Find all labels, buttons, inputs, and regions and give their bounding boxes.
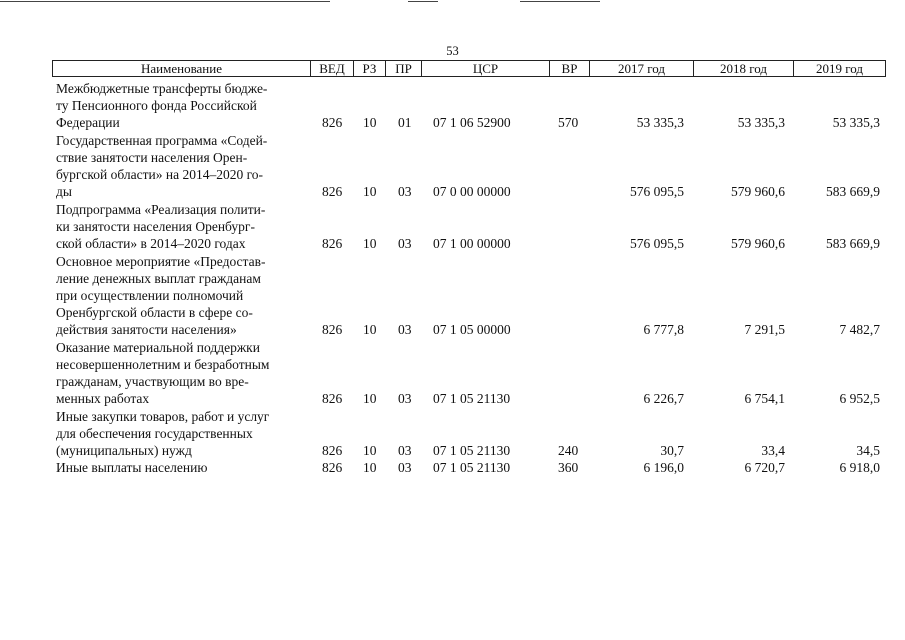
row-name: Иные выплаты населению xyxy=(56,460,208,475)
row-2017: 6 777,8 xyxy=(643,322,684,337)
row-csr: 07 1 00 00000 xyxy=(433,236,511,251)
row-2017: 30,7 xyxy=(660,443,684,458)
row-2018: 6 754,1 xyxy=(744,391,785,406)
row-pr: 03 xyxy=(398,443,412,458)
row-2017: 6 196,0 xyxy=(643,460,684,475)
row-ved: 826 xyxy=(322,184,343,199)
row-2017: 53 335,3 xyxy=(636,115,684,130)
row-ved: 826 xyxy=(322,391,343,406)
row-rz: 10 xyxy=(363,115,377,130)
row-2019: 6 918,0 xyxy=(839,460,880,475)
row-2018: 579 960,6 xyxy=(731,184,785,199)
header-rz: РЗ xyxy=(353,61,385,76)
row-ved: 826 xyxy=(322,443,343,458)
row-2017: 576 095,5 xyxy=(630,184,684,199)
row-name: Межбюджетные трансферты бюдже- ту Пенсионного фонда Российской Федерации xyxy=(56,81,268,130)
row-rz: 10 xyxy=(363,460,377,475)
row-rz: 10 xyxy=(363,443,377,458)
row-csr: 07 1 05 21130 xyxy=(433,443,511,458)
row-2019: 34,5 xyxy=(856,443,880,458)
row-2018: 53 335,3 xyxy=(737,115,785,130)
row-pr: 03 xyxy=(398,391,412,406)
row-rz: 10 xyxy=(363,391,377,406)
row-csr: 07 1 05 00000 xyxy=(433,322,511,337)
header-pr: ПР xyxy=(385,61,421,76)
row-name: Оказание материальной поддержки несовершеннолетним и безработным гражданам, участвующим во вре- менных работах xyxy=(56,340,270,406)
header-2018: 2018 год xyxy=(693,61,793,76)
row-2019: 53 335,3 xyxy=(832,115,880,130)
header-csr: ЦСР xyxy=(421,61,549,76)
row-2018: 579 960,6 xyxy=(731,236,785,251)
row-2019: 7 482,7 xyxy=(839,322,880,337)
row-rz: 10 xyxy=(363,184,377,199)
row-2019: 583 669,9 xyxy=(826,236,880,251)
header-name: Наименование xyxy=(141,61,222,76)
row-pr: 03 xyxy=(398,236,412,251)
row-name: Подпрограмма «Реализация полити- ки занятости населения Оренбург- ской области» в 2014–2020 годах xyxy=(56,202,266,251)
row-vr: 360 xyxy=(558,460,579,475)
row-rz: 10 xyxy=(363,322,377,337)
row-name: Государственная программа «Содей- ствие занятости населения Орен- бургской области» на 2014–2020 го- ды xyxy=(56,133,268,199)
table-header xyxy=(52,60,886,77)
row-2018: 7 291,5 xyxy=(744,322,785,337)
row-2019: 583 669,9 xyxy=(826,184,880,199)
top-rule-left xyxy=(0,1,330,2)
row-pr: 01 xyxy=(398,115,412,130)
header-2019: 2019 год xyxy=(793,61,885,76)
row-2017: 6 226,7 xyxy=(643,391,684,406)
row-csr: 07 0 00 00000 xyxy=(433,184,511,199)
row-ved: 826 xyxy=(322,460,343,475)
top-rule-mid xyxy=(408,1,438,2)
row-ved: 826 xyxy=(322,115,343,130)
row-csr: 07 1 05 21130 xyxy=(433,460,511,475)
row-csr: 07 1 06 52900 xyxy=(433,115,511,130)
row-2017: 576 095,5 xyxy=(630,236,684,251)
row-ved: 826 xyxy=(322,322,343,337)
row-pr: 03 xyxy=(398,322,412,337)
row-name: Основное мероприятие «Предостав- ление денежных выплат гражданам при осуществлении полномочий Оренбургской области в сфере со- действия занятости населения» xyxy=(56,254,266,337)
row-vr: 240 xyxy=(558,443,579,458)
row-pr: 03 xyxy=(398,184,412,199)
row-2019: 6 952,5 xyxy=(839,391,880,406)
row-2018: 33,4 xyxy=(761,443,785,458)
row-2018: 6 720,7 xyxy=(744,460,785,475)
row-csr: 07 1 05 21130 xyxy=(433,391,511,406)
top-rule-right xyxy=(520,1,600,2)
row-name: Иные закупки товаров, работ и услуг для обеспечения государственных (муниципальных) нужд xyxy=(56,409,270,458)
row-rz: 10 xyxy=(363,236,377,251)
row-ved: 826 xyxy=(322,236,343,251)
row-vr: 570 xyxy=(558,115,579,130)
header-ved: ВЕД xyxy=(310,61,353,76)
header-2017: 2017 год xyxy=(589,61,693,76)
page-number: 53 xyxy=(446,44,459,58)
row-pr: 03 xyxy=(398,460,412,475)
header-vr: ВР xyxy=(549,61,589,76)
